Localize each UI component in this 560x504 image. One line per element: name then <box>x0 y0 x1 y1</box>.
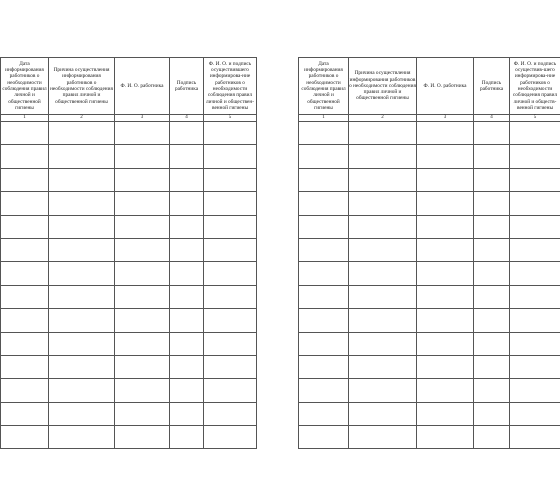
empty-cell[interactable] <box>1 145 49 168</box>
column-number-row <box>1 115 257 122</box>
column-number: 3 <box>417 115 474 122</box>
empty-cell[interactable] <box>474 145 510 168</box>
empty-cell[interactable] <box>474 355 510 378</box>
empty-cell[interactable] <box>49 122 115 145</box>
empty-cell[interactable] <box>204 168 257 191</box>
empty-cell[interactable] <box>417 285 474 308</box>
empty-cell[interactable] <box>417 192 474 215</box>
table-row <box>1 262 257 285</box>
empty-cell[interactable] <box>474 309 510 332</box>
table-row <box>1 332 257 355</box>
hygiene-briefing-log-table <box>0 57 257 449</box>
table-row <box>1 355 257 378</box>
table-row <box>1 285 257 308</box>
table-row <box>299 355 560 378</box>
empty-cell[interactable] <box>510 379 560 402</box>
empty-cell[interactable] <box>1 238 49 261</box>
empty-cell[interactable] <box>115 215 170 238</box>
empty-cell[interactable] <box>510 262 560 285</box>
column-number: 3 <box>115 115 170 122</box>
empty-cell[interactable] <box>204 192 257 215</box>
header-date: Дата информирования работников о необходимости соблюдения правил личной и общественной гигиены <box>299 58 349 115</box>
table-row <box>1 426 257 449</box>
empty-cell[interactable] <box>299 402 349 425</box>
table-row <box>1 192 257 215</box>
table-row <box>299 426 560 449</box>
empty-cell[interactable] <box>49 332 115 355</box>
empty-cell[interactable] <box>510 285 560 308</box>
column-number: 1 <box>1 115 49 122</box>
empty-cell[interactable] <box>417 332 474 355</box>
empty-cell[interactable] <box>349 285 417 308</box>
empty-cell[interactable] <box>49 355 115 378</box>
left-page <box>0 57 256 449</box>
empty-cell[interactable] <box>474 262 510 285</box>
table-row <box>1 402 257 425</box>
empty-cell[interactable] <box>510 215 560 238</box>
empty-cell[interactable] <box>115 262 170 285</box>
table-body <box>1 115 257 449</box>
empty-cell[interactable] <box>417 215 474 238</box>
empty-cell[interactable] <box>474 402 510 425</box>
empty-cell[interactable] <box>417 379 474 402</box>
empty-cell[interactable] <box>474 332 510 355</box>
empty-cell[interactable] <box>1 168 49 191</box>
empty-cell[interactable] <box>299 379 349 402</box>
empty-cell[interactable] <box>1 285 49 308</box>
table-row <box>299 192 560 215</box>
empty-cell[interactable] <box>204 402 257 425</box>
empty-cell[interactable] <box>204 238 257 261</box>
empty-cell[interactable] <box>474 238 510 261</box>
table-row <box>299 285 560 308</box>
table-row <box>1 122 257 145</box>
empty-cell[interactable] <box>170 215 204 238</box>
empty-cell[interactable] <box>49 285 115 308</box>
empty-cell[interactable] <box>510 402 560 425</box>
header-employee-name: Ф. И. О. работника <box>115 58 170 115</box>
empty-cell[interactable] <box>204 215 257 238</box>
header-employee-signature: Подпись работника <box>170 58 204 115</box>
empty-cell[interactable] <box>49 309 115 332</box>
empty-cell[interactable] <box>115 355 170 378</box>
header-reason: Причина осуществления информирования работников о необходимости соблюдения правил личной и общественной гигиены <box>49 58 115 115</box>
empty-cell[interactable] <box>49 192 115 215</box>
empty-cell[interactable] <box>510 168 560 191</box>
column-number: 2 <box>49 115 115 122</box>
table-row <box>1 379 257 402</box>
empty-cell[interactable] <box>204 355 257 378</box>
empty-cell[interactable] <box>510 426 560 449</box>
table-row <box>1 215 257 238</box>
empty-cell[interactable] <box>510 355 560 378</box>
empty-cell[interactable] <box>349 215 417 238</box>
empty-cell[interactable] <box>349 332 417 355</box>
right-page <box>298 57 560 449</box>
empty-cell[interactable] <box>115 122 170 145</box>
empty-cell[interactable] <box>299 122 349 145</box>
column-number: 5 <box>510 115 560 122</box>
empty-cell[interactable] <box>349 192 417 215</box>
empty-cell[interactable] <box>49 168 115 191</box>
empty-cell[interactable] <box>474 215 510 238</box>
empty-cell[interactable] <box>204 122 257 145</box>
empty-cell[interactable] <box>115 192 170 215</box>
empty-cell[interactable] <box>417 355 474 378</box>
empty-cell[interactable] <box>1 122 49 145</box>
empty-cell[interactable] <box>474 122 510 145</box>
table-row <box>299 379 560 402</box>
empty-cell[interactable] <box>417 122 474 145</box>
empty-cell[interactable] <box>204 426 257 449</box>
empty-cell[interactable] <box>417 309 474 332</box>
table-row <box>299 215 560 238</box>
empty-cell[interactable] <box>417 168 474 191</box>
empty-cell[interactable] <box>299 215 349 238</box>
empty-cell[interactable] <box>49 426 115 449</box>
empty-cell[interactable] <box>1 215 49 238</box>
empty-cell[interactable] <box>49 379 115 402</box>
empty-cell[interactable] <box>1 309 49 332</box>
header-reason: Причина осуществления информирования работников о необходимости соблюдения правил личной и общественной гигиены <box>349 58 417 115</box>
column-number-row <box>299 115 560 122</box>
table-row <box>299 262 560 285</box>
empty-cell[interactable] <box>299 355 349 378</box>
empty-cell[interactable] <box>204 309 257 332</box>
empty-cell[interactable] <box>349 355 417 378</box>
empty-cell[interactable] <box>204 145 257 168</box>
empty-cell[interactable] <box>299 426 349 449</box>
empty-cell[interactable] <box>417 426 474 449</box>
empty-cell[interactable] <box>170 285 204 308</box>
empty-cell[interactable] <box>170 262 204 285</box>
empty-cell[interactable] <box>510 122 560 145</box>
empty-cell[interactable] <box>170 379 204 402</box>
hygiene-briefing-log-table <box>298 57 560 449</box>
empty-cell[interactable] <box>49 145 115 168</box>
empty-cell[interactable] <box>349 168 417 191</box>
table-row <box>299 309 560 332</box>
empty-cell[interactable] <box>115 285 170 308</box>
column-number: 2 <box>349 115 417 122</box>
table-row <box>1 238 257 261</box>
empty-cell[interactable] <box>49 215 115 238</box>
table-row <box>1 309 257 332</box>
column-number: 4 <box>170 115 204 122</box>
empty-cell[interactable] <box>299 192 349 215</box>
empty-cell[interactable] <box>299 332 349 355</box>
empty-cell[interactable] <box>170 168 204 191</box>
table-row <box>299 122 560 145</box>
table-row <box>1 168 257 191</box>
empty-cell[interactable] <box>1 192 49 215</box>
empty-cell[interactable] <box>299 262 349 285</box>
empty-cell[interactable] <box>115 426 170 449</box>
empty-cell[interactable] <box>349 426 417 449</box>
empty-cell[interactable] <box>115 145 170 168</box>
table-row <box>299 168 560 191</box>
empty-cell[interactable] <box>299 168 349 191</box>
table-row <box>299 238 560 261</box>
empty-cell[interactable] <box>170 309 204 332</box>
empty-cell[interactable] <box>204 262 257 285</box>
empty-cell[interactable] <box>474 285 510 308</box>
empty-cell[interactable] <box>349 262 417 285</box>
empty-cell[interactable] <box>204 332 257 355</box>
empty-cell[interactable] <box>115 402 170 425</box>
empty-cell[interactable] <box>115 332 170 355</box>
empty-cell[interactable] <box>349 379 417 402</box>
header-informer-name-signature: Ф. И. О. и подпись осуществившего информирова-ние работников о необходимости соблюдения правил личной и обществен-венной гигиены <box>204 58 257 115</box>
empty-cell[interactable] <box>49 262 115 285</box>
table-row <box>1 145 257 168</box>
empty-cell[interactable] <box>417 145 474 168</box>
empty-cell[interactable] <box>1 426 49 449</box>
empty-cell[interactable] <box>170 122 204 145</box>
empty-cell[interactable] <box>170 192 204 215</box>
empty-cell[interactable] <box>1 379 49 402</box>
empty-cell[interactable] <box>474 168 510 191</box>
header-employee-signature: Подпись работника <box>474 58 510 115</box>
empty-cell[interactable] <box>474 192 510 215</box>
empty-cell[interactable] <box>417 238 474 261</box>
empty-cell[interactable] <box>474 379 510 402</box>
empty-cell[interactable] <box>170 426 204 449</box>
empty-cell[interactable] <box>417 402 474 425</box>
empty-cell[interactable] <box>115 238 170 261</box>
empty-cell[interactable] <box>417 262 474 285</box>
empty-cell[interactable] <box>170 402 204 425</box>
empty-cell[interactable] <box>115 168 170 191</box>
column-number: 1 <box>299 115 349 122</box>
empty-cell[interactable] <box>510 332 560 355</box>
table-row <box>299 332 560 355</box>
empty-cell[interactable] <box>204 285 257 308</box>
empty-cell[interactable] <box>1 355 49 378</box>
empty-cell[interactable] <box>49 238 115 261</box>
empty-cell[interactable] <box>1 402 49 425</box>
empty-cell[interactable] <box>349 145 417 168</box>
table-row <box>299 145 560 168</box>
empty-cell[interactable] <box>115 379 170 402</box>
header-informer-name-signature: Ф. И. О. и подпись осуществив-шего информирова-ние работников о необходимости соблюдения правил личной и обществ-венной гигиены <box>510 58 560 115</box>
empty-cell[interactable] <box>299 309 349 332</box>
empty-cell[interactable] <box>510 309 560 332</box>
empty-cell[interactable] <box>49 402 115 425</box>
header-date: Дата информирования работников о необходимости соблюдения правил личной и общественной гигиены <box>1 58 49 115</box>
table-row <box>299 402 560 425</box>
header-employee-name: Ф. И. О. работника <box>417 58 474 115</box>
empty-cell[interactable] <box>349 309 417 332</box>
empty-cell[interactable] <box>349 238 417 261</box>
empty-cell[interactable] <box>1 332 49 355</box>
empty-cell[interactable] <box>170 238 204 261</box>
empty-cell[interactable] <box>474 426 510 449</box>
empty-cell[interactable] <box>204 379 257 402</box>
empty-cell[interactable] <box>299 145 349 168</box>
empty-cell[interactable] <box>510 238 560 261</box>
empty-cell[interactable] <box>115 309 170 332</box>
empty-cell[interactable] <box>170 332 204 355</box>
empty-cell[interactable] <box>510 192 560 215</box>
empty-cell[interactable] <box>170 355 204 378</box>
empty-cell[interactable] <box>170 145 204 168</box>
table-body <box>299 115 560 449</box>
empty-cell[interactable] <box>349 402 417 425</box>
empty-cell[interactable] <box>299 238 349 261</box>
empty-cell[interactable] <box>510 145 560 168</box>
column-number: 4 <box>474 115 510 122</box>
column-number: 5 <box>204 115 257 122</box>
empty-cell[interactable] <box>1 262 49 285</box>
empty-cell[interactable] <box>299 285 349 308</box>
empty-cell[interactable] <box>349 122 417 145</box>
